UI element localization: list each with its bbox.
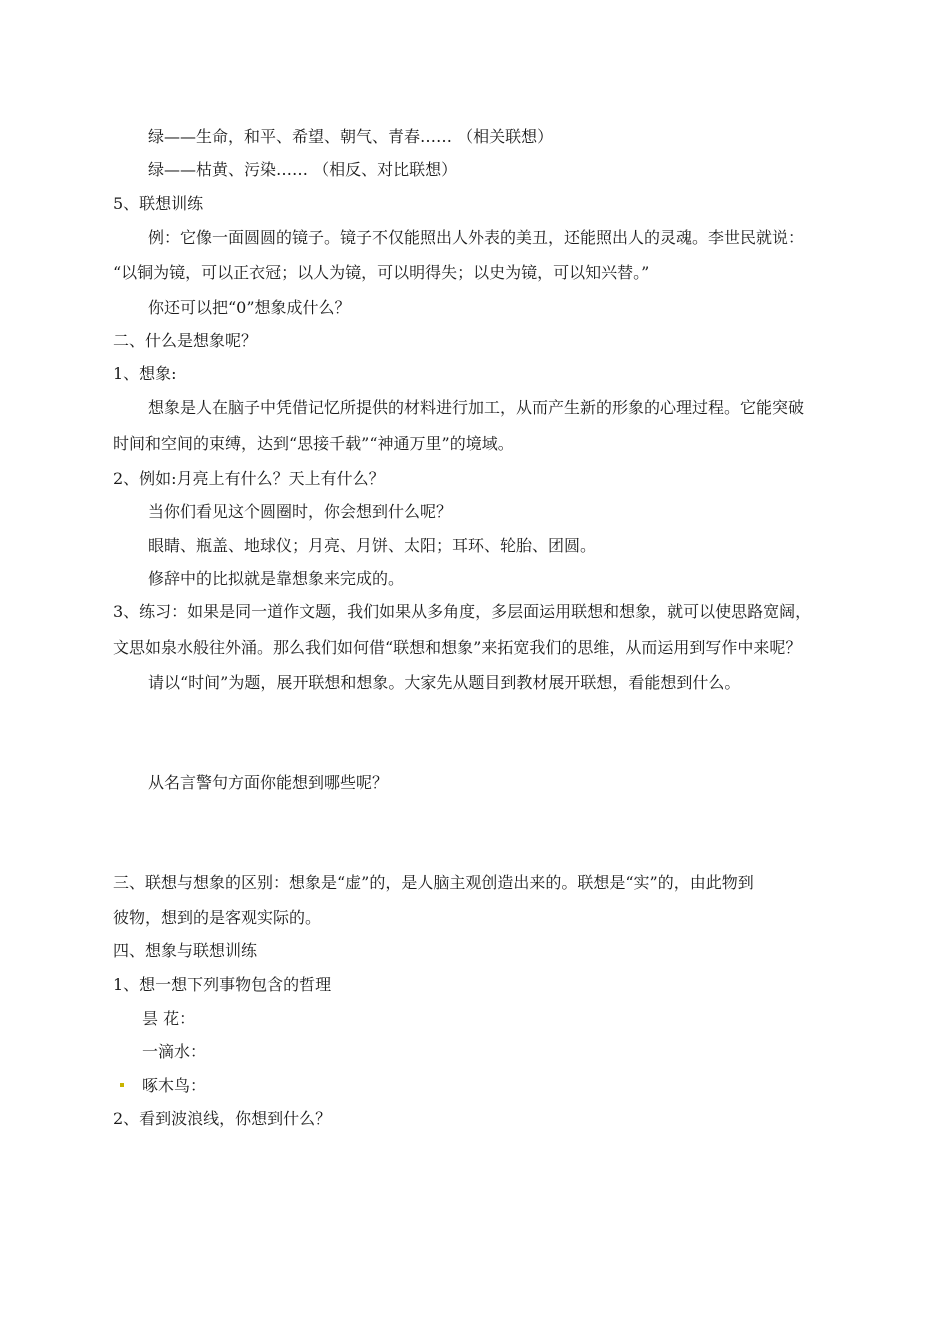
section-heading: 2、例如:月亮上有什么？天上有什么？ — [113, 469, 385, 488]
text-line: 文思如泉水般往外涌。那么我们如何借“联想和想象”来拓宽我们的思维，从而运用到写作中来呢？ — [113, 638, 802, 657]
text-line: 3、练习：如果是同一道作文题，我们如果从多角度，多层面运用联想和想象，就可以使思路宽阔， — [113, 602, 812, 621]
text-line: 一滴水： — [142, 1042, 207, 1061]
section-heading: 2、看到波浪线，你想到什么？ — [113, 1109, 332, 1128]
text-line: “以铜为镜，可以正衣冠；以人为镜，可以明得失；以史为镜，可以知兴替。” — [113, 263, 650, 282]
text-line: 当你们看见这个圆圈时，你会想到什么呢？ — [148, 502, 453, 521]
text-line: 想象是人在脑子中凭借记忆所提供的材料进行加工，从而产生新的形象的心理过程。它能突破 — [148, 398, 805, 417]
bullet-dot-icon — [120, 1083, 124, 1087]
text-line: 绿——枯黄、污染…… （相反、对比联想） — [148, 160, 458, 179]
text-line: 昙 花： — [142, 1009, 196, 1028]
text-line: 请以“时间”为题，展开联想和想象。大家先从题目到教材展开联想，看能想到什么。 — [148, 673, 741, 692]
text-line: 修辞中的比拟就是靠想象来完成的。 — [148, 569, 405, 588]
text-line: 从名言警句方面你能想到哪些呢？ — [148, 773, 389, 792]
text-line: 眼睛、瓶盖、地球仪；月亮、月饼、太阳；耳环、轮胎、团圆。 — [148, 536, 597, 555]
text-line: 啄木鸟： — [142, 1076, 207, 1095]
section-heading: 四、想象与联想训练 — [113, 941, 258, 960]
text-line: 时间和空间的束缚，达到“思接千载”“神通万里”的境域。 — [113, 434, 514, 453]
section-heading: 5、联想训练 — [113, 194, 204, 213]
section-heading: 三、联想与想象的区别：想象是“虚”的，是人脑主观创造出来的。联想是“实”的，由此物到 — [113, 873, 754, 892]
text-line: 例：它像一面圆圆的镜子。镜子不仅能照出人外表的美丑，还能照出人的灵魂。李世民就说： — [148, 228, 805, 247]
text-line: 彼物，想到的是客观实际的。 — [113, 908, 322, 927]
section-heading: 二、什么是想象呢？ — [113, 331, 258, 350]
text-line: 绿——生命，和平、希望、朝气、青春…… （相关联想） — [148, 127, 554, 146]
section-heading: 1、想象: — [113, 364, 177, 383]
text-line: 你还可以把“0”想象成什么？ — [148, 298, 351, 317]
section-heading: 1、想一想下列事物包含的哲理 — [113, 975, 332, 994]
